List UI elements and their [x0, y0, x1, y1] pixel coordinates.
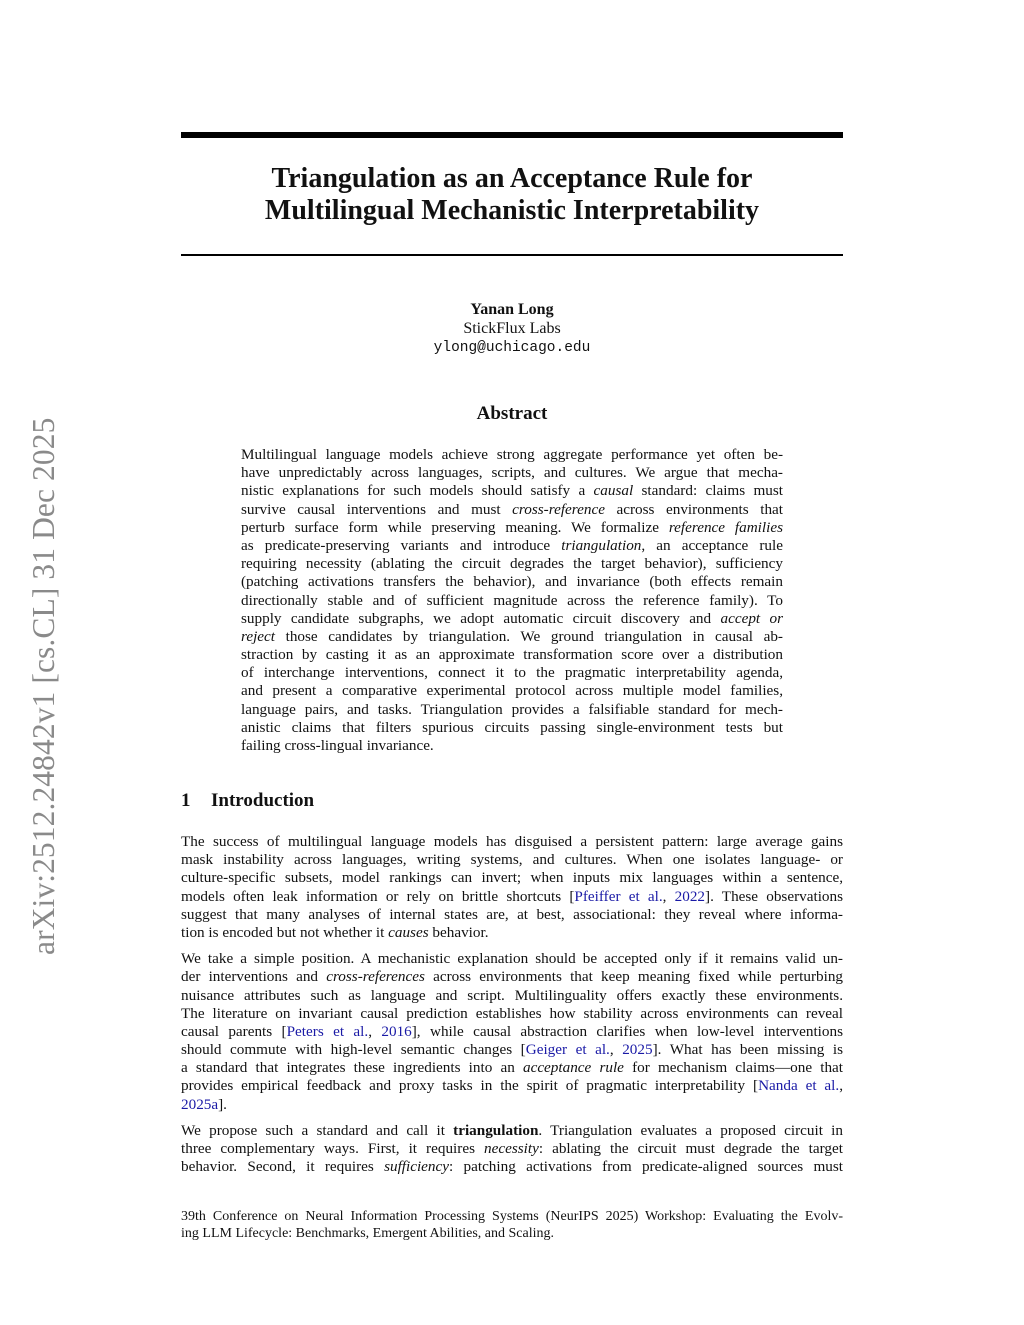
text-line	[241, 573, 783, 591]
text-line	[241, 682, 783, 700]
text-segment: survive causal interventions and must	[241, 500, 513, 518]
text-segment: ,	[368, 1022, 382, 1040]
emphasis-text: necessity	[484, 1140, 539, 1157]
text-segment: across environments that	[604, 500, 783, 518]
text-segment: ,	[839, 1077, 843, 1095]
text-segment: anistic claims that filters spurious circuits passing single-environment tests but	[241, 718, 783, 736]
text-segment: perturb surface form while preserving meaning. We formalize	[241, 518, 669, 536]
text-segment: of interchange interventions, connect it to the pragmatic interpretability agenda,	[241, 664, 783, 682]
text-line	[241, 592, 783, 610]
text-segment: der interventions and	[181, 968, 327, 986]
text-segment: The literature on invariant causal prediction establishes how stability across environments can reveal	[181, 1004, 843, 1022]
emphasis-text: triangulation	[561, 536, 642, 554]
text-line	[241, 737, 783, 755]
text-segment: We propose such a standard and call it	[181, 1121, 454, 1139]
text-line	[181, 1140, 843, 1158]
emphasis-text: sufficiency	[384, 1158, 450, 1176]
text-line	[241, 555, 783, 573]
paragraph-gap	[181, 1114, 843, 1122]
text-segment: straction by casting it as an approximate transformation score over a distribution	[241, 646, 783, 664]
text-segment: ]. What has been missing is	[652, 1041, 844, 1059]
text-segment: failing cross-lingual invariance.	[241, 737, 434, 754]
text-segment: nuisance attributes such as language and script. Multilinguality offers exactly these environments.	[181, 986, 843, 1004]
text-line	[241, 719, 783, 737]
emphasis-text: reject	[241, 627, 276, 645]
text-line	[241, 628, 783, 646]
author-name: Yanan Long	[470, 301, 554, 318]
text-line	[181, 906, 843, 924]
text-segment: culture-specific subsets, model rankings can invert; when inputs mix languages within a sentence,	[181, 869, 843, 887]
text-line	[241, 464, 783, 482]
paragraph-gap	[181, 942, 843, 950]
citation-year-link[interactable]: 2025	[622, 1041, 653, 1059]
text-line	[181, 1059, 843, 1077]
citation-link[interactable]: Geiger et al.	[525, 1041, 610, 1059]
citation-link[interactable]: Nanda et al.	[758, 1077, 840, 1095]
text-line	[241, 482, 783, 500]
text-line	[181, 1023, 843, 1041]
text-segment: a standard that integrates these ingredients into an	[181, 1059, 523, 1077]
text-segment: directionally stable and of sufficient magnitude across the reference family). To	[241, 591, 783, 609]
emphasis-text: acceptance rule	[522, 1059, 624, 1077]
title-bottom-rule	[181, 254, 843, 256]
text-line	[181, 950, 843, 968]
section-number: 1	[181, 790, 191, 811]
title-line-2: Multilingual Mechanistic Interpretability	[264, 195, 760, 226]
emphasis-text: causes	[388, 923, 429, 941]
intro-paragraph-2	[181, 950, 843, 1114]
text-line	[181, 888, 843, 906]
citation-link[interactable]: Pfeiffer et al.	[574, 887, 663, 905]
text-line	[241, 664, 783, 682]
footnote-line: 39th Conference on Neural Information Processing Systems (NeurIPS 2025) Workshop: Evaluating the Evolv-	[181, 1209, 843, 1224]
text-line	[181, 1041, 843, 1059]
text-line	[181, 968, 843, 986]
text-line	[181, 833, 843, 851]
text-segment: and present a comparative experimental protocol across multiple model families,	[241, 682, 783, 700]
text-segment: should commute with high-level semantic changes [	[181, 1041, 526, 1059]
text-line	[241, 519, 783, 537]
text-line	[241, 446, 783, 464]
text-line	[241, 610, 783, 628]
section-title: Introduction	[211, 790, 315, 811]
text-line	[181, 851, 843, 869]
intro-paragraph-3	[181, 1122, 843, 1177]
text-segment: nistic explanations for such models should satisfy a	[241, 482, 594, 500]
citation-year-link[interactable]: 2022	[674, 887, 706, 905]
emphasis-text: cross-reference	[512, 500, 605, 518]
text-segment: behavior.	[428, 923, 489, 941]
text-line	[241, 701, 783, 719]
text-segment: suggest that many analyses of internal states are, at best, associational: they reveal where informa-	[181, 905, 843, 923]
text-segment: behavior. Second, it requires	[181, 1158, 385, 1176]
abstract-body	[241, 446, 783, 755]
text-segment: have unpredictably across languages, scripts, and cultures. We argue that mecha-	[241, 464, 783, 482]
abstract-heading: Abstract	[476, 403, 548, 424]
introduction-body	[181, 833, 843, 1176]
text-line	[241, 537, 783, 555]
author-affiliation: StickFlux Labs	[463, 320, 561, 337]
text-line	[241, 646, 783, 664]
text-line	[181, 1096, 843, 1114]
title-top-rule	[181, 132, 843, 138]
text-segment: ,	[609, 1041, 623, 1059]
section-heading-introduction	[181, 790, 314, 812]
text-segment: for mechanism claims—one that	[623, 1059, 843, 1077]
paper-title	[181, 163, 843, 227]
text-segment: provides empirical feedback and proxy tasks in the spirit of pragmatic interpretability [	[181, 1077, 759, 1095]
text-line	[181, 1158, 843, 1176]
text-line	[181, 1077, 843, 1095]
arxiv-identifier-stamp: arXiv:2512.24842v1 [cs.CL] 31 Dec 2025	[26, 417, 61, 955]
emphasis-text: reference families	[668, 518, 783, 536]
text-segment: (patching activations transfers the behavior), and invariance (both effects remain	[241, 573, 783, 591]
intro-paragraph-1	[181, 833, 843, 942]
bold-term: triangulation	[453, 1121, 539, 1139]
text-segment: language pairs, and tasks. Triangulation provides a falsifiable standard for mech-	[241, 700, 783, 718]
text-line	[181, 869, 843, 887]
author-email: ylong@uchicago.edu	[433, 340, 591, 356]
text-segment: standard: claims must	[633, 482, 783, 500]
text-segment: . Triangulation evaluates a proposed circuit in	[538, 1121, 843, 1139]
text-segment: ,	[662, 887, 675, 905]
text-segment: The success of multilingual language models has disguised a persistent pattern: large average gains	[181, 833, 843, 850]
author-block	[181, 300, 843, 358]
text-line	[181, 1005, 843, 1023]
text-segment: , an acceptance rule	[641, 536, 783, 554]
text-line	[181, 987, 843, 1005]
text-segment: : ablating the circuit must degrade the target	[538, 1140, 843, 1157]
citation-year-link[interactable]: 2016	[381, 1022, 412, 1040]
text-segment: tion is encoded but not whether it	[181, 923, 389, 941]
emphasis-text: causal	[593, 482, 634, 500]
text-segment: requiring necessity (ablating the circuit degrades the target behavior), sufficiency	[241, 555, 783, 573]
conference-footnote	[181, 1208, 843, 1242]
text-segment: Multilingual language models achieve strong aggregate performance yet often be-	[241, 446, 783, 463]
text-segment: models often leak information or rely on brittle shortcuts [	[181, 887, 575, 905]
text-segment: ], while causal abstraction clarifies when low-level interventions	[411, 1022, 843, 1040]
text-line	[181, 924, 843, 942]
text-line	[241, 501, 783, 519]
text-line	[181, 1122, 843, 1140]
text-segment: mask instability across languages, writing systems, and cultures. When one isolates language- or	[181, 851, 843, 869]
citation-link[interactable]: Peters et al.	[286, 1022, 369, 1040]
text-segment: ]. These observations	[705, 887, 844, 905]
citation-year-link[interactable]: 2025a	[181, 1095, 219, 1113]
text-segment: ].	[218, 1095, 227, 1113]
text-segment: supply candidate subgraphs, we adopt automatic circuit discovery and	[241, 609, 721, 627]
text-segment: those candidates by triangulation. We ground triangulation in causal ab-	[275, 627, 783, 645]
emphasis-text: cross-references	[326, 968, 425, 986]
footnote-line: ing LLM Lifecycle: Benchmarks, Emergent Abilities, and Scaling.	[181, 1226, 554, 1241]
text-segment: across environments that keep meaning fixed while perturbing	[424, 968, 844, 986]
text-segment: : patching activations from predicate-aligned sources must	[449, 1158, 843, 1176]
text-segment: as predicate-preserving variants and introduce	[241, 536, 562, 554]
text-segment: causal parents [	[181, 1022, 287, 1040]
text-segment: three complementary ways. First, it requires	[181, 1140, 485, 1157]
emphasis-text: accept or	[720, 609, 784, 627]
text-segment: We take a simple position. A mechanistic explanation should be accepted only if it remains valid un-	[181, 950, 843, 968]
title-line-1: Triangulation as an Acceptance Rule for	[271, 163, 753, 194]
